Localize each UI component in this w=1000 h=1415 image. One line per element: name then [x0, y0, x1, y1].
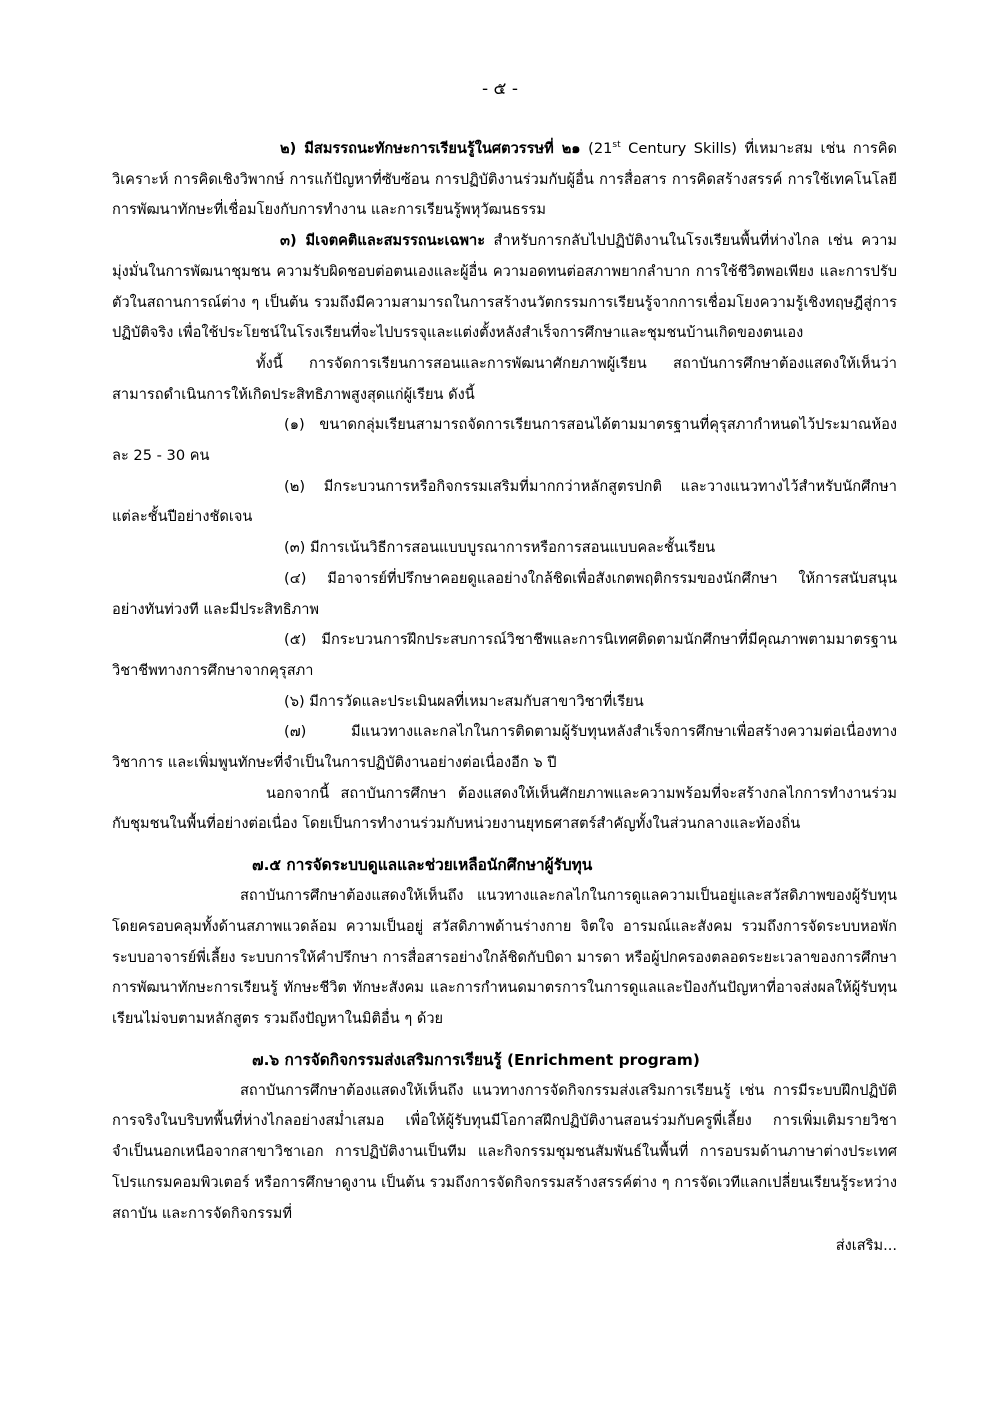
list-item-1: (๑) ขนาดกลุ่มเรียนสามารถจัดการเรียนการสอนได้ตามมาตรฐานที่คุรุสภากำหนดไว้ประมาณห้องละ 25 - 30 คน	[112, 416, 897, 465]
list-item-3: (๓) มีการเน้นวิธีการสอนแบบบูรณาการหรือการสอนแบบคละชั้นเรียน	[284, 539, 716, 557]
continuation-marker: ส่งเสริม...	[835, 1237, 897, 1255]
section-7-6-text: สถาบันการศึกษาต้องแสดงให้เห็นถึง แนวทางการจัดกิจกรรมส่งเสริมการเรียนรู้ เช่น การมีระบบฝึกปฏิบัติการจริงในบริบทพื้นที่ห่างไกลอย่างสม่ำเสมอ เพื่อให้ผู้รับทุนมีโอกาสฝึกปฏิบัติงานสอนร่วมกับครูพี่เลี้ยง การเพิ่มเติมรายวิชาจำเป็นนอกเหนือจากสาขาวิชาเอก การปฏิบัติงานเป็นทีม และกิจกรรมชุมชนสัมพันธ์ในพื้นที่ การอบรมด้านภาษาต่างประเทศ โปรแกรมคอมพิวเตอร์ หรือการศึกษาดูงาน เป็นต้น รวมถึงการจัดกิจกรรมสร้างสรรค์ต่าง ๆ การจัดเวทีแลกเปลี่ยนเรียนรู้ระหว่างสถาบัน และการจัดกิจกรรมที่	[112, 1081, 897, 1222]
skills-text: Century Skills) ที่เหมาะสม เช่น การคิดวิเคราะห์ การคิดเชิงวิพากษ์ การแก้ปัญหาที่ซับซ้อน การปฏิบัติงานร่วมกับผู้อื่น การสื่อสาร การคิดสร้างสรรค์ การใช้เทคโนโลยี การพัฒนาทักษะที่เชื่อมโยงกับการทำงาน และการเรียนรู้พหุวัฒนธรรม	[112, 140, 897, 219]
section-7-6-heading: ๗.๖ การจัดกิจกรรมส่งเสริมการเรียนรู้ (Enrichment program)	[252, 1050, 700, 1069]
list-item-2: (๒) มีกระบวนการหรือกิจกรรมเสริมที่มากกว่าหลักสูตรปกติ และวางแนวทางไว้สำหรับนักศึกษาแต่ละชั้นปีอย่างชัดเจน	[112, 477, 897, 526]
item-2-title: ๒) มีสมรรถนะทักษะการเรียนรู้ในศตวรรษที่ ๒๑	[280, 140, 581, 157]
paragraph-attitude	[112, 226, 897, 349]
skills-prefix: (21	[580, 140, 613, 157]
superscript-st: st	[612, 140, 621, 151]
list-item-6: (๖) มีการวัดและประเมินผลที่เหมาะสมกับสาขาวิชาที่เรียน	[284, 692, 644, 710]
list-item-4: (๔) มีอาจารย์ที่ปรึกษาคอยดูแลอย่างใกล้ชิดเพื่อสังเกตพฤติกรรมของนักศึกษา ให้การสนับสนุนอย่างทันท่วงที และมีประสิทธิภาพ	[112, 569, 897, 618]
document-body	[112, 134, 897, 1262]
page-number: - ๕ -	[482, 79, 518, 99]
item-3-title: ๓) มีเจตคติและสมรรถนะเฉพาะ	[280, 232, 486, 250]
paragraph-21st-century-skills	[112, 134, 897, 226]
attitude-text: สำหรับการกลับไปปฏิบัติงานในโรงเรียนพื้นที่ห่างไกล เช่น ความมุ่งมั่นในการพัฒนาชุมชน ความรับผิดชอบต่อตนเองและผู้อื่น ความอดทนต่อสภาพยากลำบาก การใช้ชีวิตพอเพียง และการปรับตัวในสถานการณ์ต่าง ๆ เป็นต้น รวมถึงมีความสามารถในการสร้างนวัตกรรมการเรียนรู้จากการเชื่อมโยงความรู้เชิงทฤษฎีสู่การปฏิบัติจริง เพื่อใช้ประโยชน์ในโรงเรียนที่จะไปบรรจุและแต่งตั้งหลังสำเร็จการศึกษาและชุมชนบ้านเกิดของตนเอง	[112, 232, 898, 342]
section-7-5-text: สถาบันการศึกษาต้องแสดงให้เห็นถึง แนวทางและกลไกในการดูแลความเป็นอยู่และสวัสดิภาพของผู้รับทุน โดยครอบคลุมทั้งด้านสภาพแวดล้อม ความเป็นอยู่ สวัสดิภาพด้านร่างกาย จิตใจ อารมณ์และสังคม รวมถึงการจัดระบบหอพัก ระบบอาจารย์พี่เลี้ยง ระบบการให้คำปรึกษา การสื่อสารอย่างใกล้ชิดกับบิดา มารดา หรือผู้ปกครองตลอดระยะเวลาของการศึกษา การพัฒนาทักษะการเรียนรู้ ทักษะชีวิต ทักษะสังคม และการกำหนดมาตรการในการดูแลและป้องกันปัญหาที่อาจส่งผลให้ผู้รับทุนเรียนไม่จบตามหลักสูตร รวมถึงปัญหาในมิติอื่น ๆ ด้วย	[112, 887, 897, 1027]
list-item-5: (๕) มีกระบวนการฝึกประสบการณ์วิชาชีพและการนิเทศติดตามนักศึกษาที่มีคุณภาพตามมาตรฐานวิชาชีพทางการศึกษาจากคุรุสภา	[112, 631, 897, 679]
section-7-5-heading: ๗.๕ การจัดระบบดูแลและช่วยเหลือนักศึกษาผู้รับทุน	[252, 856, 593, 875]
paragraph-community: นอกจากนี้ สถาบันการศึกษา ต้องแสดงให้เห็นศักยภาพและความพร้อมที่จะสร้างกลไกการทำงานร่วมกับชุมชนในพื้นที่อย่างต่อเนื่อง โดยเป็นการทำงานร่วมกับหน่วยงานยุทธศาสตร์สำคัญทั้งในส่วนกลางและท้องถิ่น	[112, 784, 897, 833]
list-item-7: (๗) มีแนวทางและกลไกในการติดตามผู้รับทุนหลังสำเร็จการศึกษาเพื่อสร้างความต่อเนื่องทางวิชาการ และเพิ่มพูนทักษะที่จำเป็นในการปฏิบัติงานอย่างต่อเนื่องอีก ๖ ปี	[112, 723, 897, 772]
paragraph-management: ทั้งนี้ การจัดการเรียนการสอนและการพัฒนาศักยภาพผู้เรียน สถาบันการศึกษาต้องแสดงให้เห็นว่าสามารถดำเนินการให้เกิดประสิทธิภาพสูงสุดแก่ผู้เรียน ดังนี้	[112, 354, 897, 403]
